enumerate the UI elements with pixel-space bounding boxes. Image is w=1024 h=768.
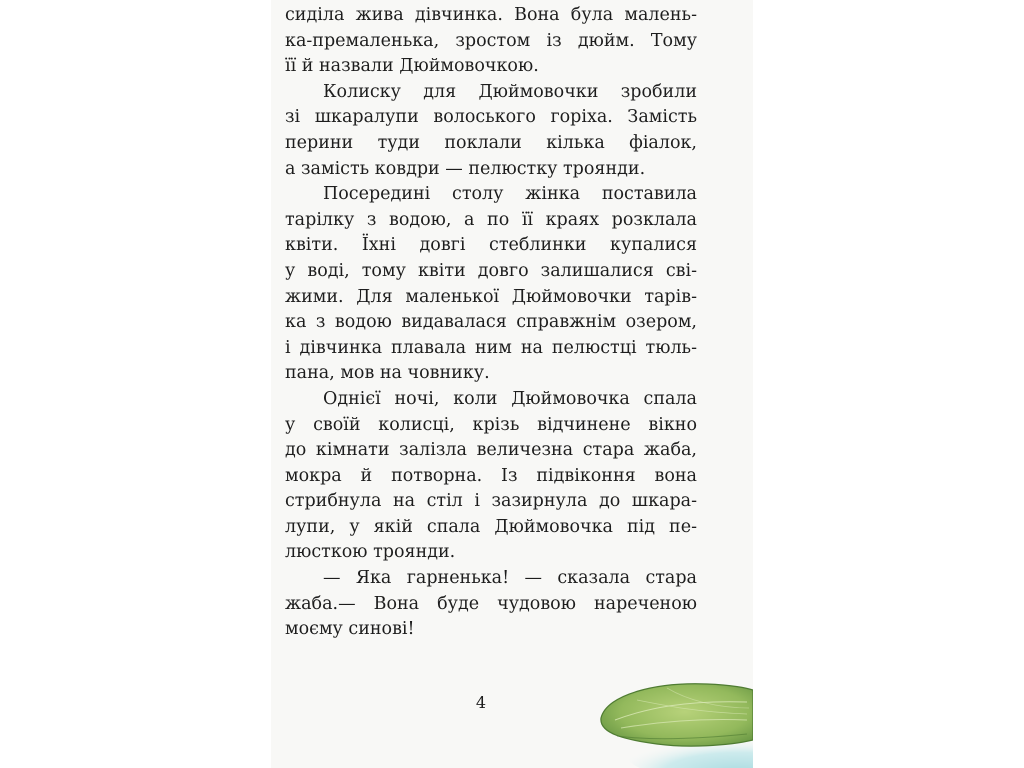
text-line: і дівчинка плавала ним на пелюстці тюль- bbox=[285, 337, 697, 358]
page-text bbox=[285, 3, 697, 643]
text-line: пана, мов на човнику. bbox=[285, 363, 490, 384]
text-line: до кімнати залізла величезна стара жаба, bbox=[285, 440, 697, 461]
text-line: перини туди поклали кілька фіалок, bbox=[285, 132, 697, 153]
text-line: ка з водою видавалася справжнім озером, bbox=[285, 312, 697, 333]
text-line: у воді, тому квіти довго залишалися сві- bbox=[285, 260, 697, 281]
text-line: квіти. Їхні довгі стеблинки купалися bbox=[285, 235, 697, 256]
text-line: тарілку з водою, а по її краях розклала bbox=[285, 209, 697, 230]
text-line: Колиску для Дюймовочки зробили bbox=[323, 81, 697, 102]
lily-pad-icon bbox=[597, 678, 753, 768]
text-line: жими. Для маленької Дюймовочки тарів- bbox=[285, 286, 697, 307]
book-page bbox=[271, 0, 753, 768]
text-line: моєму синові! bbox=[285, 619, 415, 640]
text-line: — Яка гарненька! — сказала стара bbox=[323, 568, 697, 589]
text-line: стрибнула на стіл і зазирнула до шкара- bbox=[285, 491, 697, 512]
text-line: лупи, у якій спала Дюймовочка під пе- bbox=[285, 516, 697, 537]
text-line: мокра й потворна. Із підвіконня вона bbox=[285, 465, 697, 486]
text-line: її й назвали Дюймовочкою. bbox=[285, 56, 539, 77]
text-line: у своїй колисці, крізь відчинене вікно bbox=[285, 414, 697, 435]
text-line: люсткою троянди. bbox=[285, 542, 456, 563]
text-line: сиділа жива дівчинка. Вона була малень- bbox=[285, 5, 697, 25]
text-line: Однієї ночі, коли Дюймовочка спала bbox=[323, 388, 697, 409]
text-line: Посередині столу жінка поставила bbox=[323, 184, 697, 205]
text-line: жаба.— Вона буде чудовою нареченою bbox=[285, 593, 697, 614]
text-line: ка-премаленька, зростом із дюйм. Тому bbox=[285, 30, 697, 51]
text-line: а замість ковдри — пелюстку троянди. bbox=[285, 158, 646, 179]
page-number: 4 bbox=[475, 693, 487, 712]
text-line: зі шкаралупи волоського горіха. Замість bbox=[285, 107, 697, 128]
